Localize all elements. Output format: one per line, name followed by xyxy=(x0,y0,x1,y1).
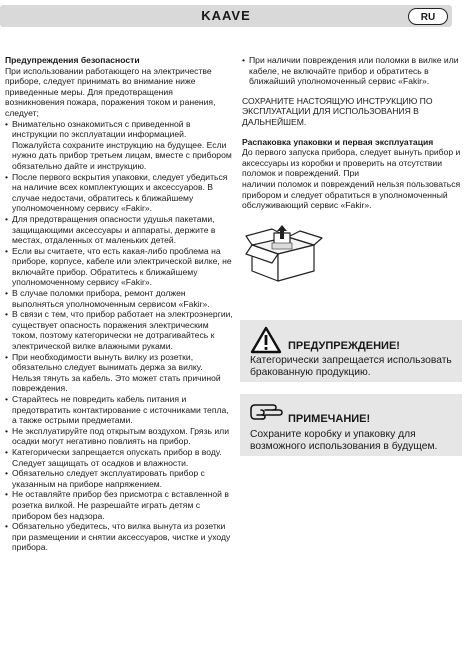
list-item: • В случае поломки прибора, ремонт должен выполняться уполномоченным сервисом «Fakir». xyxy=(5,288,233,309)
list-item: • Не эксплуатируйте под открытым воздухом. Грязь или осадки могут негативно повлиять на прибор. xyxy=(5,426,233,447)
right-column xyxy=(242,55,462,287)
list-item: • При необходимости вынуть вилку из розетки, обязательно следует вынимать держа за вилку. Нельзя тянуть за кабель. Это может стать причиной повреждения. xyxy=(5,352,233,394)
safety-title: Предупреждения безопасности xyxy=(5,55,140,65)
note-box xyxy=(240,394,462,456)
list-item: • Категорически запрещается опускать прибор в воду. Следует защищать от осадков и влажности. xyxy=(5,447,233,468)
note-title: ПРИМЕЧАНИЕ! xyxy=(288,413,371,425)
list-item: • Не оставляйте прибор без присмотра с вставленной в розетка вилкой. Не разрешайте играть детям с прибором без надзора. xyxy=(5,489,233,521)
list-item: • После первого вскрытия упаковки, следует убедиться на наличие всех комплектующих и аксессуаров. В случае недостачи, обратитесь к ближайшему уполномоченному сервису «Fakir». xyxy=(5,172,233,214)
open-box-illustration xyxy=(244,221,324,285)
warning-text: Категорически запрещается использовать бракованную продукцию. xyxy=(250,355,452,378)
keep-instructions-notice: СОХРАНИТЕ НАСТОЯЩУЮ ИНСТРУКЦИЮ ПО ЭКСПЛУАТАЦИИ ДЛЯ ИСПОЛЬЗОВАНИЯ В ДАЛЬНЕЙШЕМ. xyxy=(242,95,433,127)
page-title: KAAVE xyxy=(201,8,251,23)
list-item: • Если вы считаете, что есть какая-либо проблема на приборе, корпусе, кабеле или электрической вилке, не включайте прибор. Обратитесь к ближайшему уполномоченному сервису «Fakir». xyxy=(5,246,233,288)
left-column xyxy=(5,55,233,553)
warning-box xyxy=(240,320,462,382)
unpacking-text: До первого запуска прибора, следует вынуть прибор и аксессуары из коробки и проверить на отсутствии поломок и повреждений. При xyxy=(242,147,461,179)
list-item: • Внимательно ознакомиться с приведенной в инструкции по эксплуатации информацией. Пожалуйста сохраните инструкцию на будущее. Если нужно дать прибор третьем лицам, вместе с прибором обязательно дайте и инструкцию. xyxy=(5,119,233,172)
safety-intro: При использовании работающего на электричестве приборе, следует принимать во внимание ниже приведенные меры. Для предотвращения возникновения пожара, поражения током и ранения, следует; xyxy=(5,65,216,118)
safety-list xyxy=(5,119,233,553)
list-item: • В связи с тем, что прибор работает на электроэнергии, существует опасность поражения электрическим током, поэтому категорически не дотрагивайтесь к электрической вилке влажными руками. xyxy=(5,309,233,351)
unpacking-title: Распаковка упаковки и первая эксплуатация xyxy=(242,136,434,147)
list-item: • Для предотвращения опасности удушья пакетами, защищающими аксессуары и аппараты, держите в местах, отдаленных от маленьких детей. xyxy=(5,214,233,246)
list-item: • Старайтесь не повредить кабель питания и предотвратить контактирование с источниками тепла, а также острыми предметами. xyxy=(5,394,233,426)
warning-triangle-icon xyxy=(250,326,282,354)
list-item: • При наличии повреждения или поломки в вилке или кабеле, не включайте прибор и обратитесь в ближайший уполномоченный сервис «Fakir». xyxy=(242,55,462,87)
warning-title: ПРЕДУПРЕЖДЕНИЕ! xyxy=(288,340,400,352)
pointing-hand-icon xyxy=(249,403,285,421)
unpacking-text-2: наличии поломок и повреждений нельзя пользоваться прибором и следует обратиться в уполномоченный обслуживающий сервис «Fakir». xyxy=(242,178,461,211)
language-badge: RU xyxy=(408,8,448,25)
list-item: • Обязательно следует эксплуатировать прибор с указанным на приборе напряжением. xyxy=(5,468,233,489)
safety-list-continued xyxy=(242,55,462,87)
header-bar xyxy=(0,5,452,27)
note-text: Сохраните коробку и упаковку для возможного использования в будущем. xyxy=(250,429,438,452)
list-item: • Обязательно убедитесь, что вилка вынута из розетки при размещении и снятии аксессуаров, чистке и уходу прибора. xyxy=(5,521,233,553)
